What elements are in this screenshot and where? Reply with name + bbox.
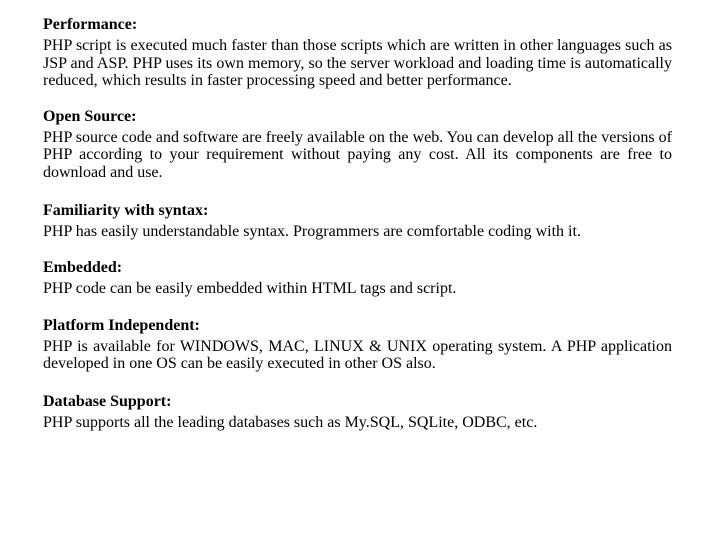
section-text: PHP script is executed much faster than those scripts which are written in other languages such as JSP and ASP. PHP uses its own memory, so the server workload and loading time is automatically reduced, which results in faster processing speed and better performance.	[43, 37, 672, 90]
section-performance	[43, 16, 672, 90]
document-body	[43, 16, 672, 432]
section-heading: Embedded:	[43, 259, 123, 277]
section-text: PHP is available for WINDOWS, MAC, LINUX & UNIX operating system. A PHP application developed in one OS can be easily executed in other OS also.	[43, 337, 672, 373]
section-text: PHP has easily understandable syntax. Programmers are comfortable coding with it.	[43, 222, 581, 240]
section-heading: Performance:	[43, 16, 138, 33]
section-familiarity-with-syntax	[43, 202, 672, 241]
section-text: PHP supports all the leading databases such as My.SQL, SQLite, ODBC, etc.	[43, 413, 538, 431]
section-open-source	[43, 108, 672, 182]
section-heading: Familiarity with syntax:	[43, 201, 209, 219]
section-text: PHP code can be easily embedded within HTML tags and script.	[43, 280, 457, 298]
section-database-support	[43, 393, 672, 432]
section-text: PHP source code and software are freely available on the web. You can develop all the versions of PHP according to your requirement without paying any cost. All its components are free to download and use.	[43, 128, 672, 181]
section-heading: Platform Independent:	[43, 316, 200, 334]
section-heading: Open Source:	[43, 107, 137, 125]
section-platform-independent	[43, 317, 672, 373]
section-embedded	[43, 259, 672, 298]
section-heading: Database Support:	[43, 392, 172, 410]
